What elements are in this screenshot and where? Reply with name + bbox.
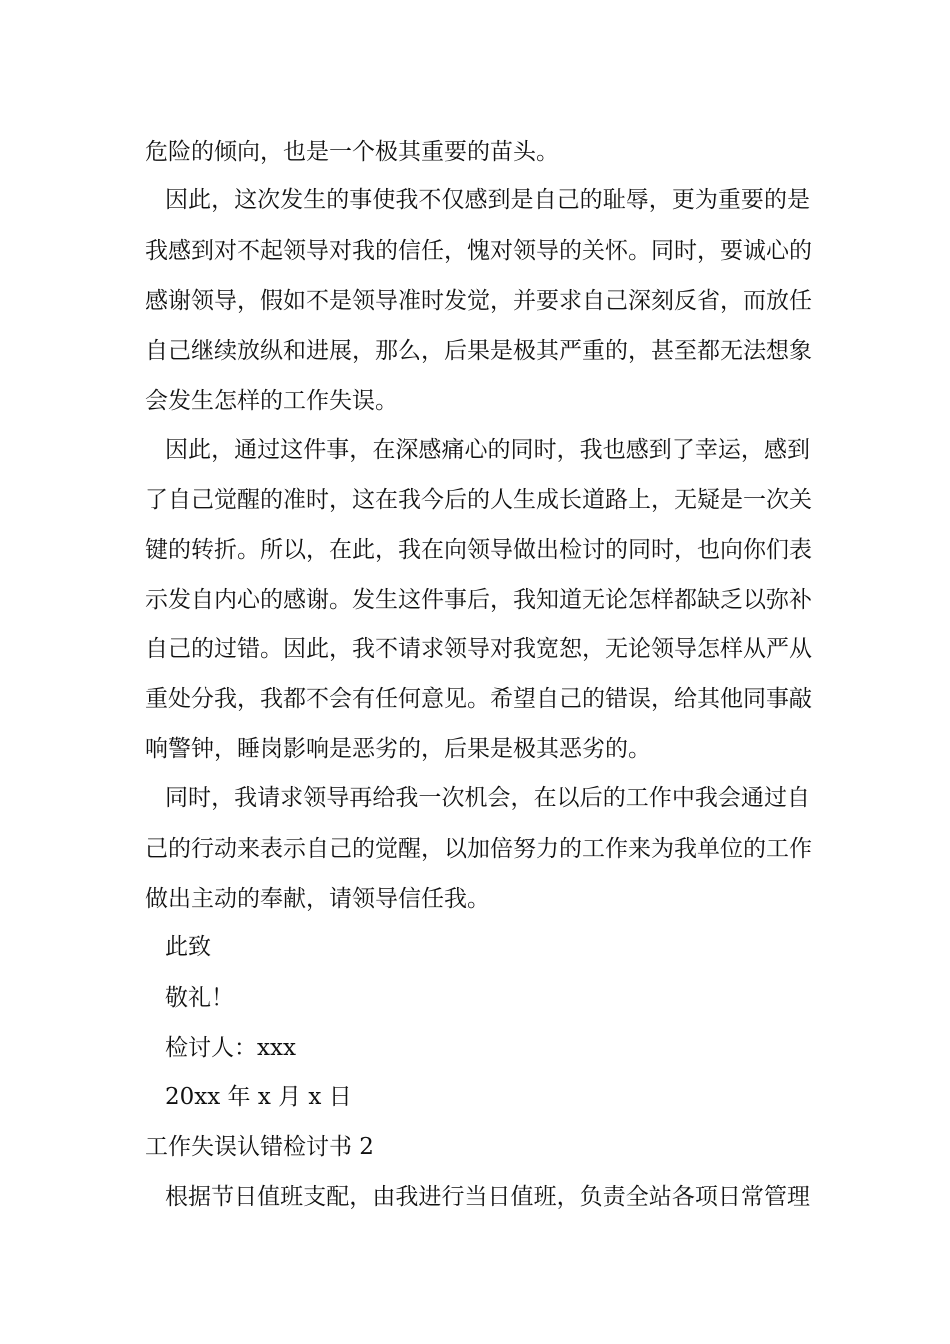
paragraph-line: 己的行动来表示自己的觉醒，以加倍努力的工作来为我单位的工作 (145, 836, 812, 862)
paragraph-line: 根据节日值班支配，由我进行当日值班，负责全站各项日常管理 (165, 1184, 810, 1210)
paragraph-line: 自己的过错。因此，我不请求领导对我宽恕，无论领导怎样从严从 (145, 636, 812, 662)
closing-salutation: 此致 (165, 934, 211, 960)
paragraph-line: 键的转折。所以，在此，我在向领导做出检讨的同时，也向你们表 (145, 537, 812, 563)
paragraph-line: 会发生怎样的工作失误。 (145, 388, 398, 414)
paragraph-line: 因此，这次发生的事使我不仅感到是自己的耻辱，更为重要的是 (165, 187, 810, 213)
closing-regards: 敬礼！ (165, 985, 234, 1011)
paragraph-line: 我感到对不起领导对我的信任，愧对领导的关怀。同时，要诚心的 (145, 238, 812, 264)
paragraph-line: 同时，我请求领导再给我一次机会，在以后的工作中我会通过自 (165, 785, 810, 811)
paragraph-line: 因此，通过这件事，在深感痛心的同时，我也感到了幸运，感到 (165, 437, 810, 463)
paragraph-line: 重处分我，我都不会有任何意见。希望自己的错误，给其他同事敲 (145, 686, 812, 712)
section-heading: 工作失误认错检讨书 2 (145, 1134, 374, 1160)
paragraph-line: 示发自内心的感谢。发生这件事后，我知道无论怎样都缺乏以弥补 (145, 587, 812, 613)
paragraph-line: 做出主动的奉献，请领导信任我。 (145, 886, 490, 912)
paragraph-line: 了自己觉醒的准时，这在我今后的人生成长道路上，无疑是一次关 (145, 487, 812, 513)
signature-line: 检讨人：xxx (165, 1035, 296, 1061)
paragraph-line: 危险的倾向，也是一个极其重要的苗头。 (145, 139, 559, 165)
paragraph-line: 感谢领导，假如不是领导准时发觉，并要求自己深刻反省，而放任 (145, 288, 812, 314)
paragraph-line: 自己继续放纵和进展，那么，后果是极其严重的，甚至都无法想象 (145, 338, 812, 364)
date-line: 20xx 年 x 月 x 日 (165, 1084, 352, 1110)
paragraph-line: 响警钟，睡岗影响是恶劣的，后果是极其恶劣的。 (145, 736, 651, 762)
